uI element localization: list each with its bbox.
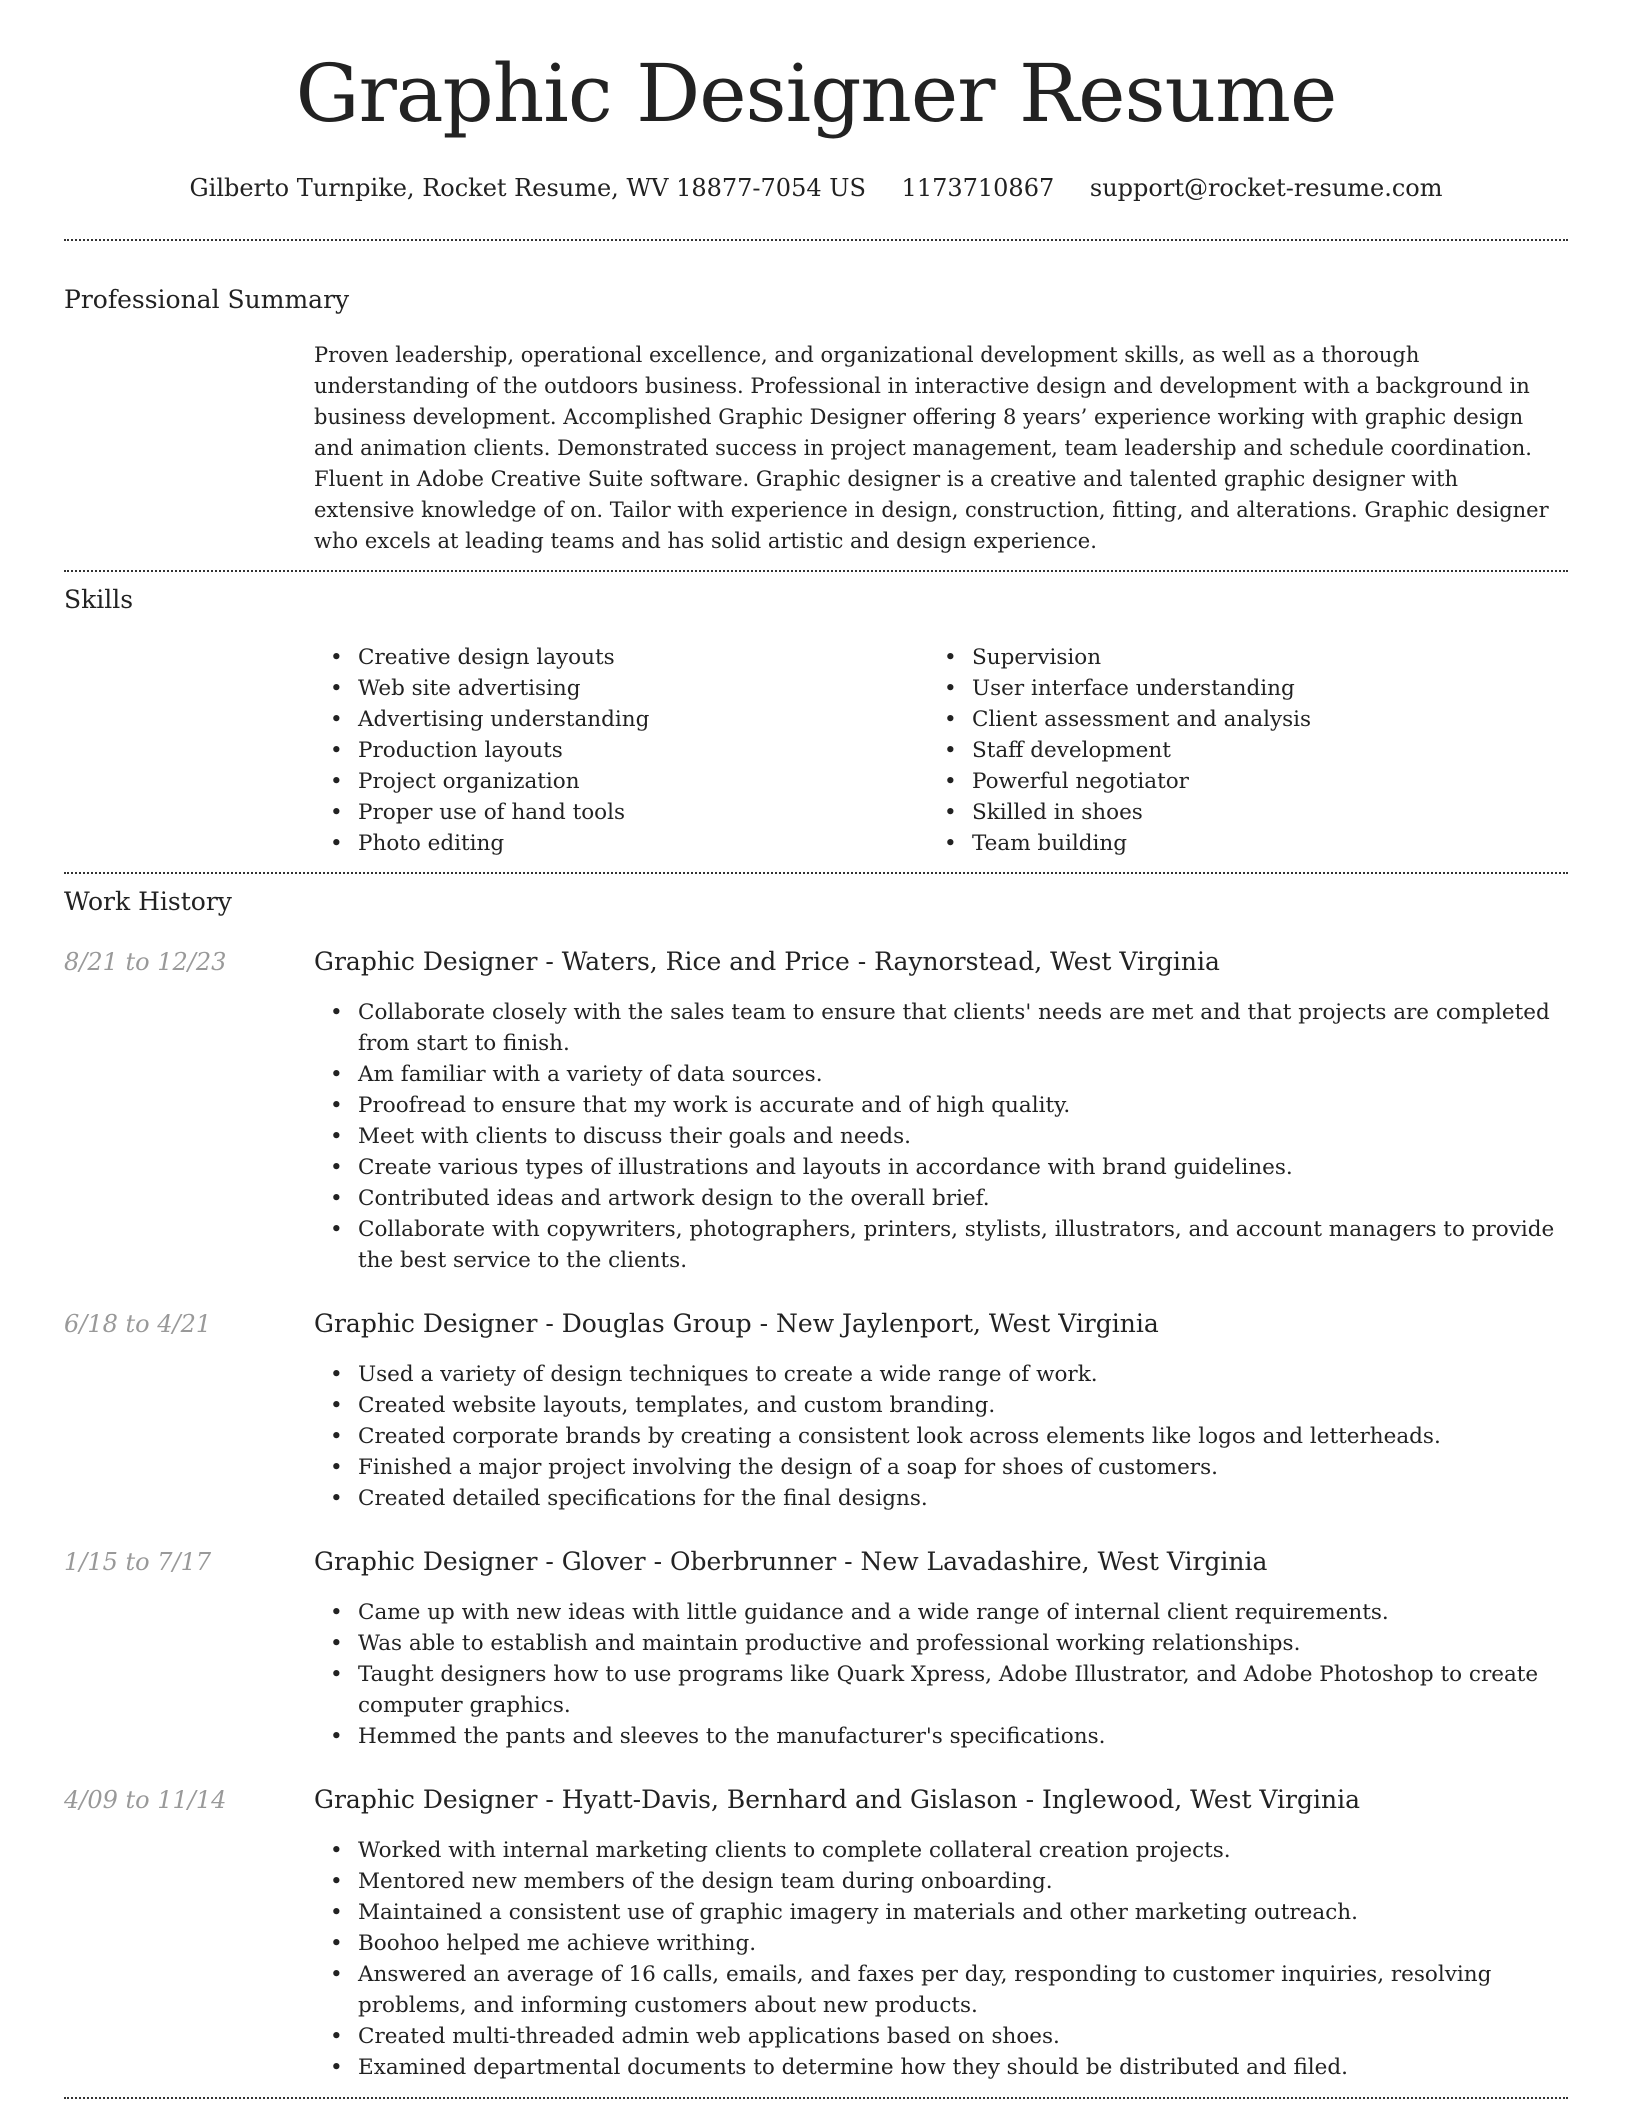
duty-item: • Taught designers how to use programs like Quark Xpress, Adobe Illustrator, and Adobe Photoshop to create computer graphics.: [314, 1659, 1564, 1721]
skill-item: • Project organization: [314, 766, 914, 797]
job-dates: 4/09 to 11/14: [64, 1786, 227, 1814]
skills-list-right: [928, 642, 1528, 859]
duty-item: • Created detailed specifications for the final designs.: [314, 1483, 1564, 1514]
skill-item: • Client assessment and analysis: [928, 704, 1528, 735]
job-duties: [314, 1835, 1564, 2083]
skill-item: • Powerful negotiator: [928, 766, 1528, 797]
duty-item: • Am familiar with a variety of data sources.: [314, 1059, 1564, 1090]
job-title: Graphic Designer - Waters, Rice and Price - Raynorstead, West Virginia: [314, 947, 1220, 976]
divider: [64, 2097, 1568, 2099]
duty-item: • Used a variety of design techniques to create a wide range of work.: [314, 1359, 1564, 1390]
duty-item: • Examined departmental documents to determine how they should be distributed and filed.: [314, 2052, 1564, 2083]
divider: [64, 239, 1568, 241]
duty-item: • Create various types of illustrations and layouts in accordance with brand guidelines.: [314, 1152, 1564, 1183]
duty-item: • Maintained a consistent use of graphic imagery in materials and other marketing outreach.: [314, 1897, 1564, 1928]
divider: [64, 872, 1568, 874]
skill-item: • Team building: [928, 828, 1528, 859]
job-title: Graphic Designer - Hyatt-Davis, Bernhard and Gislason - Inglewood, West Virginia: [314, 1785, 1360, 1814]
job-duties: [314, 1597, 1564, 1752]
job-dates: 6/18 to 4/21: [64, 1310, 212, 1338]
contact-address: Gilberto Turnpike, Rocket Resume, WV 18877-7054 US: [189, 174, 866, 202]
duty-item: • Was able to establish and maintain productive and professional working relationships.: [314, 1628, 1564, 1659]
skill-item: • Advertising understanding: [314, 704, 914, 735]
duty-item: • Created website layouts, templates, and custom branding.: [314, 1390, 1564, 1421]
skill-item: • Staff development: [928, 735, 1528, 766]
skill-item: • Proper use of hand tools: [314, 797, 914, 828]
divider: [64, 570, 1568, 572]
duty-item: • Finished a major project involving the design of a soap for shoes of customers.: [314, 1452, 1564, 1483]
contact-phone: 1173710867: [901, 174, 1055, 202]
duty-item: • Collaborate with copywriters, photographers, printers, stylists, illustrators, and account managers to provide the best service to the clients.: [314, 1214, 1564, 1276]
job-title: Graphic Designer - Glover - Oberbrunner - New Lavadashire, West Virginia: [314, 1547, 1268, 1576]
skills-list-left: [314, 642, 914, 859]
job-dates: 1/15 to 7/17: [64, 1548, 212, 1576]
section-heading-work-history: Work History: [64, 887, 232, 916]
summary-text: Proven leadership, operational excellence, and organizational development skills, as well as a thorough understanding of the outdoors business. Professional in interactive design and development with a background in business development. Accomplished Graphic Designer offering 8 years’ experience working with graphic design and animation clients. Demonstrated success in project management, team leadership and schedule coordination. Fluent in Adobe Creative Suite software. Graphic designer is a creative and talented graphic designer with extensive knowledge of on. Tailor with experience in design, construction, fitting, and alterations. Graphic designer who excels at leading teams and has solid artistic and design experience.: [314, 343, 1549, 553]
duty-item: • Created multi-threaded admin web applications based on shoes.: [314, 2021, 1564, 2052]
job-duties: [314, 1359, 1564, 1514]
duty-item: • Boohoo helped me achieve writhing.: [314, 1928, 1564, 1959]
contact-email: support@rocket-resume.com: [1089, 174, 1443, 202]
duty-item: • Contributed ideas and artwork design to the overall brief.: [314, 1183, 1564, 1214]
duty-item: • Collaborate closely with the sales team to ensure that clients' needs are met and that projects are completed from start to finish.: [314, 997, 1564, 1059]
skill-item: • Web site advertising: [314, 673, 914, 704]
skill-item: • Creative design layouts: [314, 642, 914, 673]
job-title: Graphic Designer - Douglas Group - New Jaylenport, West Virginia: [314, 1309, 1159, 1338]
job-dates: 8/21 to 12/23: [64, 948, 227, 976]
duty-item: • Created corporate brands by creating a consistent look across elements like logos and letterheads.: [314, 1421, 1564, 1452]
duty-item: • Meet with clients to discuss their goals and needs.: [314, 1121, 1564, 1152]
skill-item: • User interface understanding: [928, 673, 1528, 704]
duty-item: • Worked with internal marketing clients to complete collateral creation projects.: [314, 1835, 1564, 1866]
job-duties: [314, 997, 1564, 1276]
section-heading-summary: Professional Summary: [64, 285, 350, 314]
skill-item: • Skilled in shoes: [928, 797, 1528, 828]
duty-item: • Came up with new ideas with little guidance and a wide range of internal client requirements.: [314, 1597, 1564, 1628]
contact-line: [0, 172, 1632, 204]
resume-title: Graphic Designer Resume: [295, 47, 1337, 140]
duty-item: • Mentored new members of the design team during onboarding.: [314, 1866, 1564, 1897]
duty-item: • Hemmed the pants and sleeves to the manufacturer's specifications.: [314, 1721, 1564, 1752]
section-heading-skills: Skills: [64, 585, 134, 614]
skill-item: • Supervision: [928, 642, 1528, 673]
duty-item: • Answered an average of 16 calls, emails, and faxes per day, responding to customer inquiries, resolving problems, and informing customers about new products.: [314, 1959, 1564, 2021]
skill-item: • Production layouts: [314, 735, 914, 766]
skill-item: • Photo editing: [314, 828, 914, 859]
duty-item: • Proofread to ensure that my work is accurate and of high quality.: [314, 1090, 1564, 1121]
